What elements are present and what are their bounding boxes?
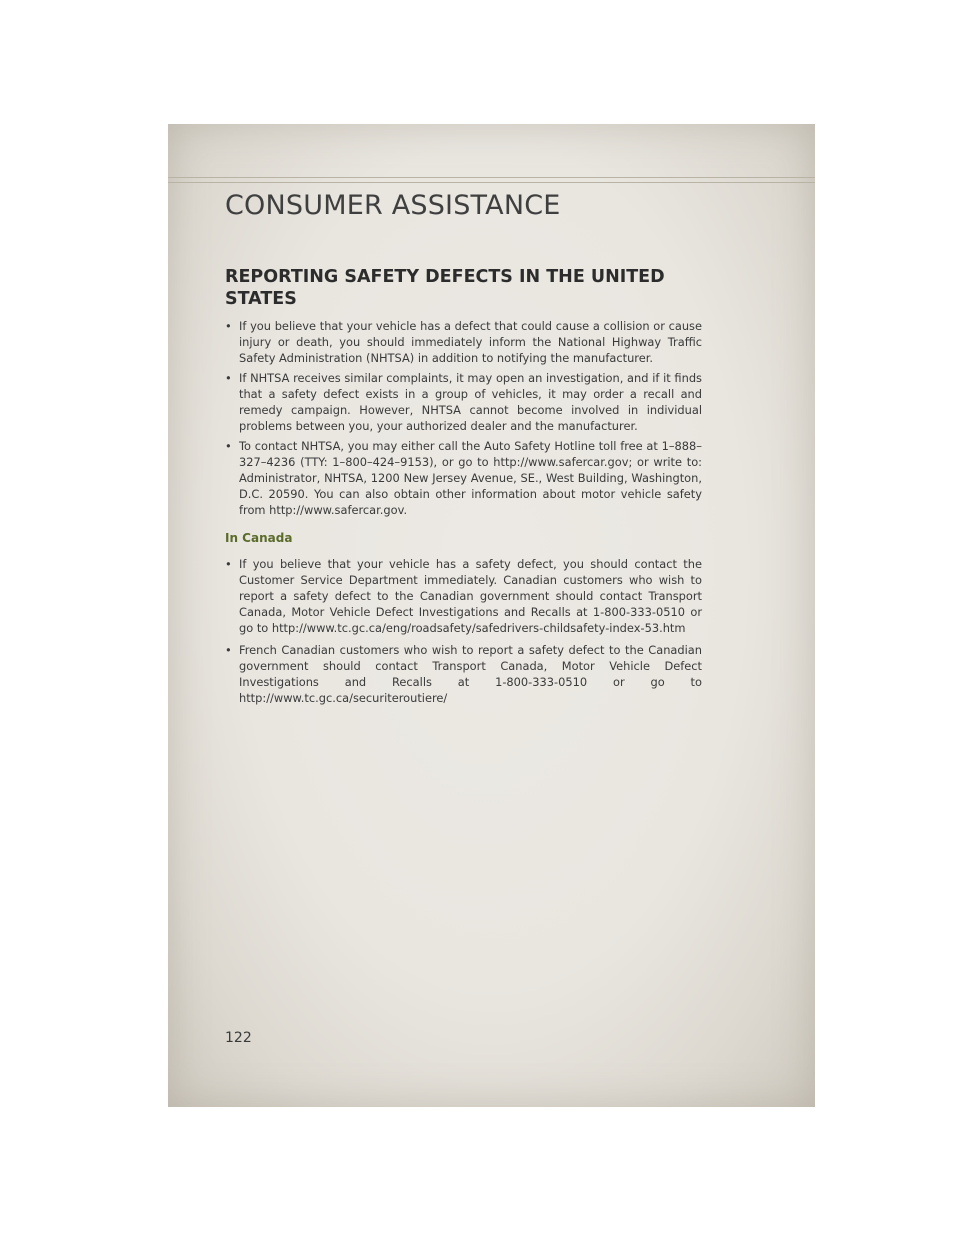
us-bullet-list <box>225 318 702 518</box>
header-rule-bottom <box>168 182 815 183</box>
header-rule-top <box>168 177 815 178</box>
canada-bullet-list <box>225 556 702 706</box>
list-item-text: To contact NHTSA, you may either call the Auto Safety Hotline toll free at 1–888–327–4236 (TTY: 1–800–424–9153), or go to http://www.safercar.gov; or write to: Administrator, NHTSA, 1200 New Jersey Avenue, SE., West Building, Washington, D.C. 20590. You can also obtain other information about motor vehicle safety from http://www.safercar.gov. <box>239 439 702 517</box>
bullet-icon: • <box>225 643 232 657</box>
list-item <box>225 642 702 706</box>
list-item <box>225 556 702 636</box>
section-title: CONSUMER ASSISTANCE <box>225 190 561 221</box>
canada-subheading: In Canada <box>225 531 293 545</box>
bullet-icon: • <box>225 439 232 453</box>
list-item <box>225 318 702 366</box>
page-number: 122 <box>225 1030 252 1046</box>
bullet-icon: • <box>225 371 232 385</box>
bullet-icon: • <box>225 319 232 333</box>
main-heading: REPORTING SAFETY DEFECTS IN THE UNITED STATES <box>225 267 665 309</box>
bullet-icon: • <box>225 557 232 571</box>
list-item-text: If NHTSA receives similar complaints, it may open an investigation, and if it finds that a safety defect exists in a group of vehicles, it may order a recall and remedy campaign. However, NHTSA cannot become involved in individual problems between you, your authorized dealer and the manufacturer. <box>239 371 702 433</box>
list-item-text: If you believe that your vehicle has a defect that could cause a collision or cause injury or death, you should immediately inform the National Highway Traffic Safety Administration (NHTSA) in addition to notifying the manufacturer. <box>239 319 702 365</box>
content-body <box>225 318 702 710</box>
list-item <box>225 370 702 434</box>
list-item <box>225 438 702 518</box>
page-panel <box>168 124 815 1107</box>
list-item-text: If you believe that your vehicle has a safety defect, you should contact the Customer Service Department immediately. Canadian customers who wish to report a safety defect to the Canadian government should contact Transport Canada, Motor Vehicle Defect Investigations and Recalls at 1-800-333-0510 or go to http://www.tc.gc.ca/eng/roadsafety/safedrivers-childsafety-index-53.htm <box>239 557 702 635</box>
list-item-text: French Canadian customers who wish to report a safety defect to the Canadian government should contact Transport Canada, Motor Vehicle Defect Investigations and Recalls at 1-800-333-0510 or go to http://www.tc.gc.ca/securiteroutiere/ <box>239 643 702 705</box>
